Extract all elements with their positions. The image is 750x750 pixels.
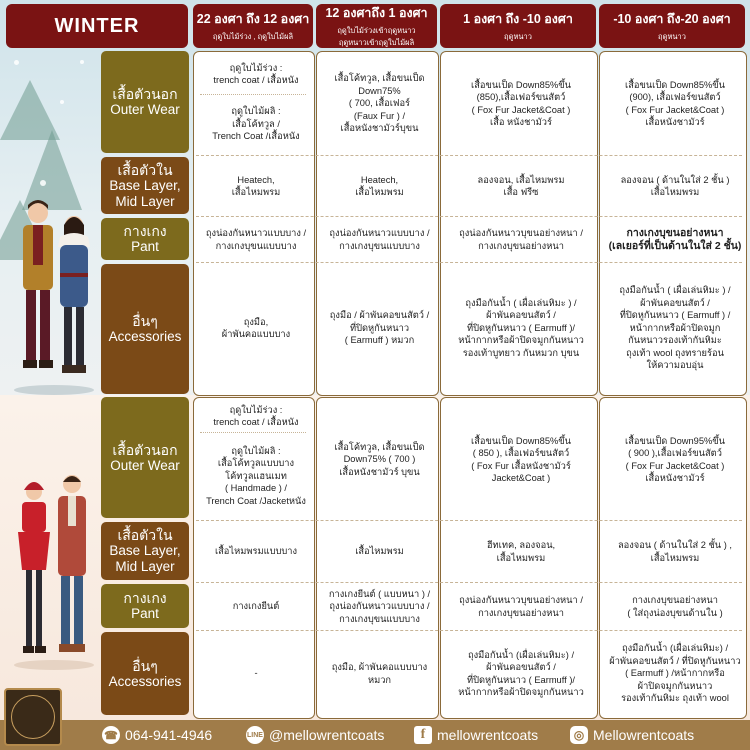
- table-cell: ถุงมือกันน้ำ ( เผื่อเล่นหิมะ ) / ผ้าพันคอขนสัตว์ / ที่ปิดหูกันหนาว ( Earmuff ) / หน้ากากหรือผ้าปิดจมูก กันหนาวรองเท้ากันหิมะ ถุงเท้า wool ถุงทรายร้อน ให้ความอบอุ่น: [619, 285, 731, 371]
- table-cell: ถุงมือกันน้ำ (เผื่อเล่นหิมะ) / ผ้าพันคอขนสัตว์ / ที่ปิดหูกันหนาว ( Earmuff ) /หน้ากากหรือ ผ้าปิดจมูกกันหนาว รองเท้ากันหิมะ ถุงเท้า wool: [609, 643, 741, 704]
- table-cell: -: [254, 668, 258, 679]
- brand-logo: [4, 688, 62, 746]
- snowflake: [80, 60, 84, 64]
- row-label-en: Base Layer, Mid Layer: [109, 543, 181, 574]
- footer-facebook[interactable]: [414, 724, 538, 746]
- column-season: ฤดูหนาว: [504, 32, 532, 41]
- row-label-en: Pant: [131, 239, 159, 254]
- row-divider: [196, 262, 742, 263]
- table-cell: ถุงมือกันน้ำ (เผื่อเล่นหิมะ) / ผ้าพันคอขนสัตว์ / ที่ปิดหูกันหนาว ( Earmuff )/ หน้ากากหรือผ้าปิดจมูกกันหนาว: [458, 649, 584, 697]
- table-cell: ลองจอน ( ด้านในใส่ 2 ชั้น ) , เสื้อไหมพรม: [617, 540, 733, 563]
- column-season: ฤดูหนาว: [658, 32, 686, 41]
- table-cell: ถุงมือกันน้ำ ( เผื่อเล่นหิมะ ) / ผ้าพันคอขนสัตว์ / ที่ปิดหูกันหนาว ( Earmuff )/ หน้ากากหรือผ้าปิดจมูกกันหนาว รองเท้าบูทยาว กันหมวก บุขน: [458, 297, 584, 358]
- facebook-icon: f: [414, 726, 432, 744]
- row-divider: [196, 520, 742, 521]
- table-cell: ถุงน่องกันหนาวแบบบาง / กางเกงบุขนแบบบาง: [205, 228, 307, 251]
- row-label-accessories: [101, 632, 189, 715]
- row-label-accessories: [101, 264, 189, 394]
- row-label-th: อื่นๆ: [132, 313, 158, 329]
- row-label-en: Accessories: [108, 673, 182, 689]
- row-label-base-layer: [101, 157, 189, 214]
- phone-number: 064-941-4946: [125, 727, 213, 743]
- column-season: ฤดูใบไม้ร่วงเข้าฤดูหนาว ฤดูหนาวเข้าฤดูใบไม้ผลิ: [337, 26, 416, 47]
- row-label-en: Outer Wear: [110, 102, 180, 117]
- table-cell: กางเกงบุขนอย่างหนา (เลเยอร์ที่เป็นด้านในใส่ 2 ชั้น): [608, 227, 742, 252]
- column-temp: 12 องศาถึง 1 องศา: [325, 6, 428, 20]
- table-cell: เสื้อขนเป็ด Down85%ขึ้น (900), เสื้อเฟอร์ขนสัตว์ ( Fox Fur Jacket&Coat ) เสื้อหนังชามัวร์: [625, 79, 725, 127]
- column-header-2: [316, 4, 437, 48]
- table-cell: ฤดูใบไม้ผลิ : เสื้อโค้ทวูลแบบบาง โค้ทวูลแฮนเมท ( Handmade ) / Trench Coat /Jacketหนัง: [206, 445, 306, 506]
- table-cell: ถุงน่องกันหนาวแบบบาง / กางเกงบุขนแบบบาง: [329, 228, 430, 251]
- row-label-outer-wear: [101, 51, 189, 153]
- table-cell: Heatech, เสื้อไหมพรม: [231, 174, 281, 197]
- table-cell: ถุงน่องกันหนาวบุขนอย่างหนา / กางเกงบุขนอย่างหนา: [459, 595, 583, 618]
- row-label-th: เสื้อตัวนอก: [112, 86, 178, 102]
- winter-couple-illustration: [8, 195, 100, 395]
- table-cell: กางเกงบุขนอย่างหนา ( ใส่ถุงน่องบุขนด้านใน ): [627, 595, 723, 618]
- table-cell: ลองจอน ( ด้านในใส่ 2 ชั้น ) เสื้อไหมพรม: [620, 174, 730, 197]
- row-label-th: เสื้อตัวใน: [117, 161, 173, 178]
- table-cell: ถุงมือ / ผ้าพันคอขนสัตว์ / ที่ปิดหูกันหนาว ( Earmuff ) หมวก: [329, 310, 430, 346]
- table-cell: ถุงมือ, ผ้าพันคอแบบบาง หมวก: [331, 662, 428, 685]
- table-cell: ฮีทเทค, ลองจอน, เสื้อไหมพรม: [486, 540, 556, 563]
- row-label-th: กางเกง: [123, 223, 167, 239]
- column-header-1: [193, 4, 313, 48]
- row-label-en: Outer Wear: [110, 457, 180, 473]
- row-label-pant: [101, 218, 189, 260]
- phone-icon: ☎: [102, 726, 120, 744]
- table-cell: ถุงน่องกันหนาวบุขนอย่างหนา / กางเกงบุขนอย่างหนา: [459, 228, 583, 251]
- snowflake: [40, 180, 46, 186]
- row-label-en: Accessories: [108, 329, 182, 344]
- table-cell: เสื้อขนเป็ด Down95%ขึ้น ( 900 ),เสื้อเฟอร์ขนสัตว์ ( Fox Fur Jacket&Coat ) เสื้อหนังชามัวร์: [625, 435, 725, 483]
- row-label-base-layer: [101, 522, 189, 580]
- column-header-3: [440, 4, 596, 48]
- column-season: ฤดูใบไม้ร่วง , ฤดูใบไม้ผลิ: [212, 32, 294, 41]
- row-divider: [196, 582, 742, 583]
- table-cell: ฤดูใบไม้ร่วง : trench coat / เสื้อหนัง: [213, 404, 299, 427]
- table-cell: ฤดูใบไม้ร่วง : trench coat / เสื้อหนัง: [213, 62, 299, 85]
- footer-phone[interactable]: [102, 724, 212, 746]
- instagram-icon: ◎: [570, 726, 588, 744]
- row-label-th: เสื้อตัวนอก: [112, 441, 178, 458]
- table-cell: กางเกงยีนต์ ( แบบหนา ) / ถุงน่องกันหนาวแบบบาง / กางเกงบุขนแบบบาง: [328, 588, 431, 624]
- line-icon: LINE: [246, 726, 264, 744]
- table-cell: เสื้อขนเป็ด Down85%ขึ้น (850),เสื้อเฟอร์ขนสัตว์ ( Fox Fur Jacket&Coat ) เสื้อ หนังชามัวร์: [471, 79, 571, 127]
- snowflake: [14, 60, 19, 65]
- table-cell: Heatech, เสื้อไหมพรม: [355, 174, 404, 197]
- table-cell: กางเกงยีนต์: [232, 601, 280, 612]
- row-label-th: อื่นๆ: [132, 657, 158, 674]
- column-temp: -10 องศา ถึง-20 องศา: [613, 12, 731, 26]
- autumn-couple-illustration: [8, 470, 100, 670]
- row-label-en: Base Layer, Mid Layer: [109, 177, 181, 209]
- row-label-en: Pant: [131, 606, 159, 621]
- column-header-4: [599, 4, 745, 48]
- row-label-th: เสื้อตัวใน: [117, 527, 173, 543]
- footer-line[interactable]: [246, 724, 384, 746]
- row-divider: [196, 216, 742, 217]
- table-cell: เสื้อโค้ทวูล, เสื้อขนเป็ด Down75% ( 700, เสื้อเฟอร์ (Faux Fur ) / เสื้อหนังชามัวร์บุขน: [334, 73, 425, 134]
- table-cell: เสื้อไหมพรมแบบบาง: [214, 546, 298, 557]
- footer-instagram[interactable]: [570, 724, 694, 746]
- table-cell: ฤดูใบไม้ผลิ : เสื้อโค้ทวูล / Trench Coat /เสื้อหนัง: [212, 106, 300, 142]
- table-cell: ถุงมือ, ผ้าพันคอแบบบาง: [221, 316, 291, 339]
- page-title: WINTER: [6, 4, 188, 48]
- row-divider: [196, 630, 742, 631]
- instagram-handle: Mellowrentcoats: [593, 727, 695, 743]
- table-cell: เสื้อโค้ทวูล, เสื้อขนเป็ด Down75% ( 700 ) เสื้อหนังชามัวร์ บุขน: [334, 441, 425, 477]
- row-divider: [196, 155, 742, 156]
- table-cell: เสื้อขนเป็ด Down85%ขึ้น ( 850 ), เสื้อเฟอร์ขนสัตว์ ( Fox Fur เสื้อหนังชามัวร์ Jacket&Coat ): [471, 435, 571, 483]
- row-label-pant: [101, 584, 189, 628]
- facebook-handle: mellowrentcoats: [437, 727, 539, 743]
- line-id: @mellowrentcoats: [269, 727, 385, 743]
- row-label-outer-wear: [101, 397, 189, 518]
- table-cell: ลองจอน, เสื้อไหมพรม เสื้อ ฟรีซ: [477, 174, 565, 197]
- column-temp: 22 องศา ถึง 12 องศา: [196, 12, 310, 26]
- row-label-th: กางเกง: [123, 590, 167, 606]
- column-temp: 1 องศา ถึง -10 องศา: [463, 12, 573, 26]
- snowflake: [60, 100, 64, 104]
- table-cell: เสื้อไหมพรม: [355, 546, 404, 557]
